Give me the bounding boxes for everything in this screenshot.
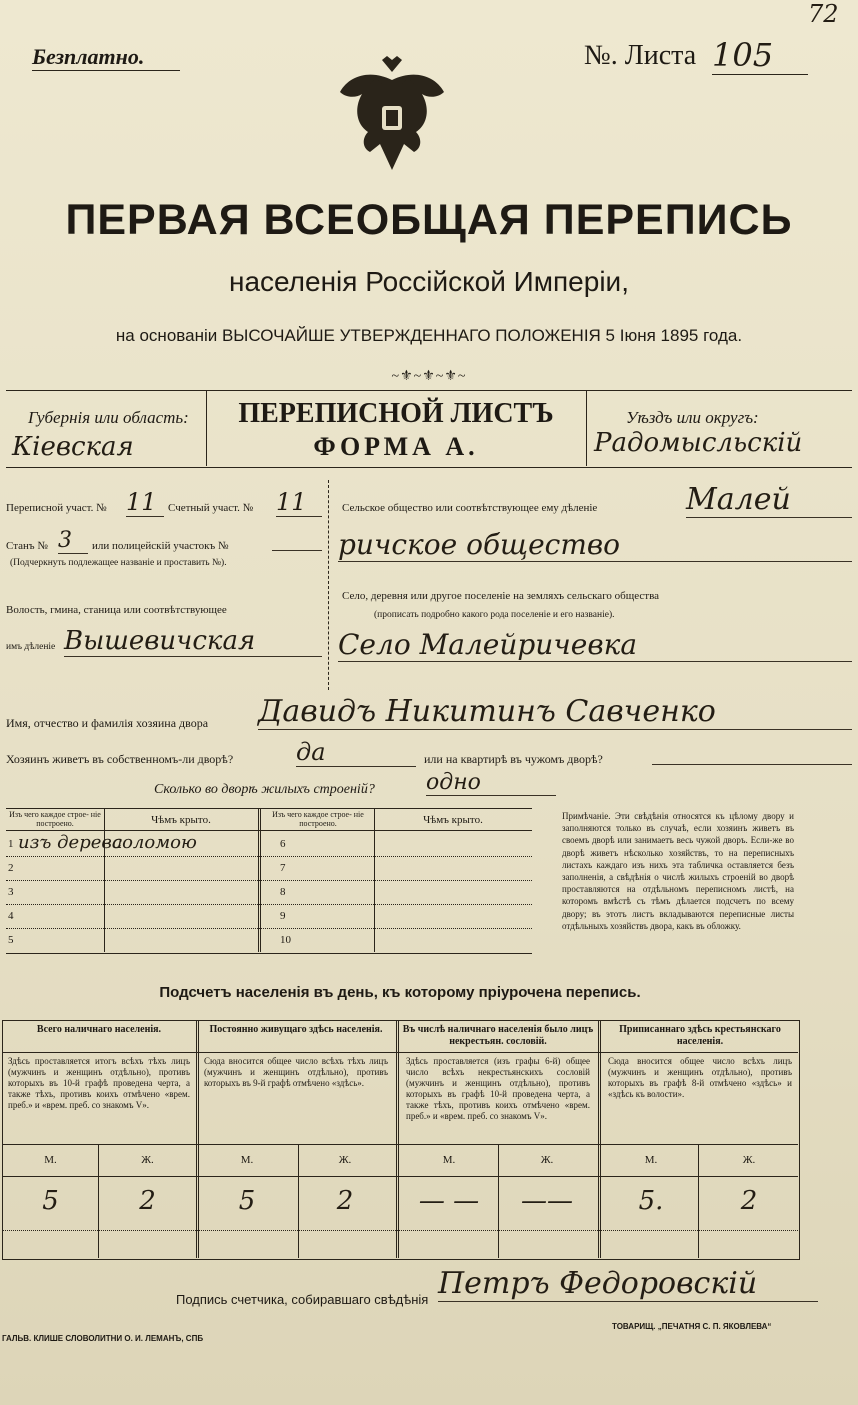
obshchestvo-label: Сельское общество или соотвѣтствующее ему дѣленіе — [342, 502, 598, 514]
population-col-desc: Сюда вносится общее число всѣхъ лицъ (мужчинъ и женщинъ отдѣльно), противъ которыхъ въ графѣ 8-й отмѣчено «здѣсь» и «здѣсь къ волости». — [608, 1056, 792, 1099]
population-f-value: 2 — [139, 1186, 156, 1216]
buildings-row-number: 10 — [280, 934, 291, 946]
police-label: или полицейскій участокъ № — [92, 540, 229, 552]
volost-label-1: Волость, гмина, станица или соотвѣтствующее — [6, 604, 227, 616]
buildings-col-roof-right: Чѣмъ крыто. — [423, 814, 483, 826]
selo-label-2: (прописать подробно какого рода поселеніе и его названіе). — [374, 610, 615, 620]
buildings-row-number: 3 — [8, 886, 14, 898]
buildings-row-number: 2 — [8, 862, 14, 874]
population-f-label: Ж. — [742, 1154, 756, 1166]
signature-label: Подпись счетчика, собиравшаго свѣдѣнія — [176, 1292, 429, 1307]
buildings-row-roof: соломою — [112, 832, 197, 853]
owner-lives-value: да — [296, 738, 416, 767]
population-col-title: Всего наличнаго населенія. — [36, 1024, 162, 1035]
buildings-col-roof-left: Чѣмъ крыто. — [151, 814, 211, 826]
volost-value: Вышевичская — [64, 626, 322, 657]
buildings-col-material-right: Изъ чего каждое строе- ніе построено. — [272, 810, 364, 828]
title-sub: населенія Россійской Имперіи, — [229, 266, 629, 297]
owner-name-label: Имя, отчество и фамилія хозяина двора — [6, 716, 209, 730]
population-col-title: Приписаннаго здѣсь крестьянскаго населенія. — [619, 1024, 781, 1047]
schet-uch-value: 11 — [276, 488, 322, 517]
buildings-row-number: 8 — [280, 886, 286, 898]
population-heading: Подсчетъ населенія въ день, къ которому пріурочена перепись. — [159, 984, 641, 1001]
perepis-uch-value: 11 — [126, 488, 164, 517]
title-main: ПЕРВАЯ ВСЕОБЩАЯ ПЕРЕПИСЬ — [65, 196, 793, 244]
perepis-uch-label: Переписной участ. № — [6, 502, 107, 514]
buildings-row-number: 7 — [280, 862, 286, 874]
volost-label-2: имъ дѣленіе — [6, 642, 56, 652]
printer-right: ТОВАРИЩ. „ПЕЧАТНЯ С. П. ЯКОВЛЕВА“ — [612, 1322, 772, 1331]
population-m-value: 5 — [238, 1186, 256, 1216]
corner-number: 72 — [808, 0, 839, 28]
population-f-label: Ж. — [141, 1154, 154, 1166]
form-title: ФОРМА А. — [313, 432, 479, 461]
underline-note: (Подчеркнуть подлежащее названіе и проставить №). — [10, 558, 227, 568]
owner-lives-label: Хозяинъ живетъ въ собственномъ-ли дворѣ? — [6, 752, 234, 766]
population-m-value: 5. — [638, 1186, 664, 1216]
population-f-value: —— — [521, 1186, 573, 1216]
sheet-number-label: №. Листа — [584, 40, 697, 71]
buildings-row-number: 1 — [8, 838, 14, 850]
obshchestvo-value-1: Малей — [686, 482, 852, 518]
population-m-label: М. — [442, 1154, 456, 1166]
printer-left: ГАЛЬВ. КЛИШЕ СЛОВОЛИТНИ О. И. ЛЕМАНЪ, СПБ — [2, 1334, 204, 1343]
uezd-label: Уѣздъ или округъ: — [626, 408, 759, 427]
title-basis: на основаніи ВЫСОЧАЙШЕ УТВЕРЖДЕННАГО ПОЛОЖЕНІЯ 5 Іюня 1895 года. — [115, 326, 743, 345]
gubernia-label: Губернія или область: — [28, 408, 189, 427]
buildings-row-number: 4 — [8, 910, 14, 922]
population-m-value: 5 — [42, 1186, 59, 1216]
imperial-eagle-emblem — [332, 52, 452, 180]
uezd-value: Радомысльскій — [594, 428, 803, 458]
buildings-count-value: одно — [426, 770, 556, 796]
population-m-label: М. — [240, 1154, 254, 1166]
selo-label-1: Село, деревня или другое поселеніе на земляхъ сельскаго общества — [342, 590, 660, 602]
gubernia-value: Кіевская — [12, 432, 134, 462]
schet-uch-label: Счетный участ. № — [168, 502, 254, 514]
population-col-title: Постоянно живущаго здѣсь населенія. — [209, 1024, 383, 1035]
owner-name-value: Давидъ Никитинъ Савченко — [258, 694, 852, 730]
selo-value: Село Малейричевка — [338, 628, 852, 662]
signature-value: Петръ Федоровскій — [438, 1266, 818, 1302]
sheet-title: ПЕРЕПИСНОЙ ЛИСТЪ — [238, 398, 554, 429]
sheet-number-value: 105 — [712, 36, 808, 75]
buildings-row-number: 6 — [280, 838, 286, 850]
ornament-divider: ~⚜~⚜~⚜~ — [391, 369, 467, 384]
population-m-label: М. — [644, 1154, 658, 1166]
population-f-label: Ж. — [338, 1154, 352, 1166]
buildings-row-material: изъ дерева — [18, 832, 123, 853]
stan-label: Станъ № — [6, 540, 48, 552]
population-col-desc: Здѣсь проставляется итогъ всѣхъ тѣхъ лицъ (мужчинъ и женщинъ отдѣльно), противъ которыхъ въ 10-й графѣ проведена черта, а также тѣхъ, противъ коихъ отмѣчено «врем. преб.» и «врем. преб. со знакомъ V». — [8, 1056, 190, 1110]
population-f-value: 2 — [336, 1186, 354, 1216]
population-col-desc: Здѣсь проставляется (изъ графы 6-й) общее число всѣхъ некрестьянскихъ сословій (мужчинъ и женщинъ отдѣльно), противъ которыхъ въ графѣ 10-й проведена черта, а также тѣхъ, противъ коихъ отмѣчено «врем. преб.» и «врем. преб. со знакомъ V». — [406, 1056, 590, 1121]
stan-value: 3 — [58, 528, 88, 554]
population-col-title: Въ числѣ наличнаго населенія было лицъ некрестьян. сословій. — [402, 1024, 594, 1047]
population-m-label: М. — [44, 1154, 57, 1166]
population-m-value: — — — [418, 1186, 480, 1216]
buildings-count-label: Сколько во дворѣ жилыхъ строеній? — [154, 782, 375, 797]
owner-apartment-label: или на квартирѣ въ чужомъ дворѣ? — [424, 752, 603, 766]
population-f-value: 2 — [740, 1186, 758, 1216]
buildings-row-number: 9 — [280, 910, 286, 922]
population-col-desc: Сюда вносится общее число всѣхъ тѣхъ лицъ (мужчинъ и женщинъ отдѣльно), противъ которыхъ въ 9-й графѣ отмѣчено «здѣсь». — [204, 1056, 388, 1088]
buildings-note: Примѣчаніе. Эти свѣдѣнія относятся къ цѣлому двору и заполняются только въ случаѣ, если хозяинъ живетъ въ своемъ дворѣ или занимаетъ весь чужой дворъ. Если-же во дворѣ живетъ нѣсколько хозяйствъ, то на переписныхъ листахъ каждаго изъ нихъ эта табличка оставляется безъ заполненія, а свѣдѣнія о числѣ жилыхъ строеній во дворѣ проставляются на отдѣльномъ переписномъ листѣ, на которомъ вмѣстѣ съ тѣмъ дѣлается подсчетъ по всему двору; въ этотъ листъ вкладываются переписные листы отдѣльныхъ хозяйствъ двора, какъ въ обложку. — [562, 811, 794, 931]
buildings-col-material-left: Изъ чего каждое строе- ніе построено. — [9, 810, 101, 828]
free-label: Безплатно. — [32, 44, 180, 71]
obshchestvo-value-2: ричское общество — [338, 528, 852, 562]
population-f-label: Ж. — [540, 1154, 554, 1166]
buildings-row-number: 5 — [8, 934, 14, 946]
